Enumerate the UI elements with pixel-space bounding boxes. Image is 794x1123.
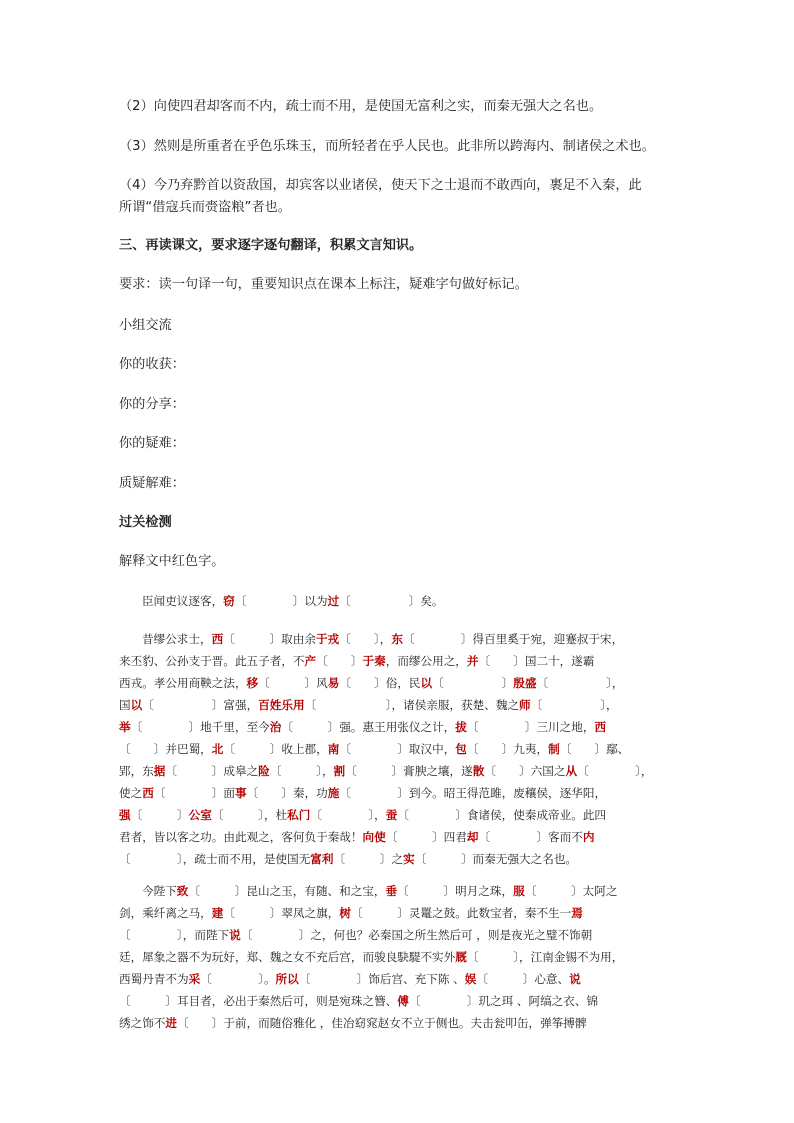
text-run: ，而缪公用之，	[385, 654, 467, 668]
text-run: 〔 〕玑之珥 、阿缟之衣、锦	[408, 994, 599, 1008]
text-run: 〔 〕膏腴之壤，遂	[345, 764, 473, 778]
exercise-line	[119, 968, 675, 990]
text-run: 〔 〕。	[200, 972, 276, 986]
red-word: 拔	[455, 720, 467, 734]
red-word: 散	[472, 764, 485, 778]
paragraph-4-line-2: 所谓“借寇兵而赍盗粮”者也。	[119, 200, 291, 215]
text-run: 〔 〕风	[258, 676, 328, 690]
paragraph-4-line-1: （4）今乃弃黔首以资敌国，却宾客以业诸侯，使天下之士退而不敢西向，裹足不入秦，此	[119, 178, 642, 193]
text-run: 剑，乘纤离之马，	[119, 906, 212, 920]
share-label: 你的分享：	[119, 397, 185, 412]
text-run: 〔 〕九夷，	[466, 742, 549, 756]
text-run: 国	[119, 698, 131, 712]
text-run: 〔 〕三川之地，	[466, 720, 595, 734]
paragraph-3: （3）然则是所重者在乎色乐珠玉，而所轻者在乎人民也。此非所以跨海内、制诸侯之术也。	[119, 139, 655, 154]
red-word: 实	[403, 852, 415, 866]
text-run: 〔 〕而秦无强大之名也。	[414, 852, 578, 866]
red-word: 私门	[287, 808, 311, 822]
text-run: 〔 〕之，何也？必秦国之所生然后可 ，则是夜光之璧不饰朝	[240, 928, 593, 942]
blank-bracket: 〔 〕以为	[234, 594, 328, 608]
text-run: 〔 〕	[130, 808, 189, 822]
text-run: 〔 〕灵鼍之鼓。此数宝者，秦不生一	[350, 906, 572, 920]
exercise-line	[119, 738, 675, 760]
text-run: 〔 〕富强，	[142, 698, 259, 712]
red-word: 事	[234, 786, 247, 800]
text-run: 〔 〕得百里奚于宛，迎蹇叔于宋，	[402, 632, 624, 646]
exercise-line	[119, 880, 675, 902]
red-word: 北	[211, 742, 224, 756]
red-word: 据	[153, 764, 166, 778]
red-word: 傅	[397, 994, 409, 1008]
harvest-label: 你的收获：	[119, 357, 185, 372]
red-word: 东	[391, 632, 403, 646]
text-run: 〔 〕，	[536, 676, 624, 690]
text-run: 〔 〕到今。昭王得范雎，废穰侯，逐华阳，	[339, 786, 607, 800]
red-word: 娱	[464, 972, 477, 986]
blank-bracket: 〔 〕矣。	[339, 594, 444, 608]
red-word: 焉	[571, 906, 583, 920]
text-run: 〔 〕饰后宫、充下陈 、	[298, 972, 465, 986]
red-word: 垂	[385, 884, 398, 898]
text-run: 〔 〕，	[269, 764, 334, 778]
exercise-paragraph-2	[119, 628, 675, 870]
text-run: 〔 〕翠凤之旗，	[223, 906, 340, 920]
text-run: 〔 〕明月之珠，	[397, 884, 514, 898]
exercise-line	[119, 650, 675, 672]
red-word: 举	[119, 720, 131, 734]
exercise-line	[119, 694, 675, 716]
red-word: 包	[455, 742, 467, 756]
red-word: 树	[339, 906, 351, 920]
red-word: 说	[569, 972, 581, 986]
exercise-line	[119, 804, 675, 826]
red-word: 制	[548, 742, 560, 756]
red-word: 从	[565, 764, 578, 778]
text-run: 〔 〕鄢、	[559, 742, 630, 756]
text-run: 臣闻吏议逐客，	[142, 594, 224, 608]
doubt-label: 你的疑难：	[119, 436, 185, 451]
exercise-line	[119, 848, 675, 870]
red-word: 公室	[188, 808, 212, 822]
red-word: 强	[119, 808, 131, 822]
text-run: 〔 〕	[432, 676, 514, 690]
red-word: 西	[142, 786, 154, 800]
text-run: 君者，皆以客之功。由此观之，客何负于秦哉！	[119, 830, 363, 844]
red-word: 所以	[275, 972, 299, 986]
red-word: 富利	[310, 852, 334, 866]
red-word: 以	[420, 676, 433, 690]
red-word: 于秦	[362, 654, 386, 668]
red-word: 百姓乐用	[258, 698, 305, 712]
text-run: 〔 〕取汉中，	[339, 742, 456, 756]
text-run: 〔 〕俗，民	[339, 676, 421, 690]
red-word: 却	[466, 830, 479, 844]
red-word: 师	[519, 698, 531, 712]
text-run: 〔 〕，	[310, 808, 386, 822]
text-run: 〔 〕，江南金锡不为用，	[466, 950, 624, 964]
section-3-heading: 三、再读课文，要求逐字逐句翻译，积累文言知识。	[119, 238, 423, 253]
red-word: 服	[513, 884, 525, 898]
exercise-line	[119, 672, 675, 694]
exercise-line	[119, 716, 675, 738]
text-run: 〔 〕太阿之	[524, 884, 618, 898]
exercise-line	[119, 902, 675, 924]
text-run: 来丕豹、公孙支于晋。此五子者，不	[119, 654, 305, 668]
text-run: 〔 〕六国之	[484, 764, 566, 778]
paragraph-2: （2）向使四君却客而不内，疏士而不用，是使国无富利之实，而秦无强大之名也。	[119, 99, 603, 114]
exercise-line	[119, 924, 675, 946]
text-run: 〔 〕，疏士而不用，是使国无	[119, 852, 311, 866]
text-run: 〔 〕并巴蜀，	[119, 742, 212, 756]
text-run: 〔 〕昆山之玉，有随、和之宝，	[188, 884, 386, 898]
exercise-line	[119, 628, 675, 650]
text-run: 〔 〕四君	[385, 830, 467, 844]
text-run: 西戎。孝公用商鞅之法，	[119, 676, 247, 690]
exercise-line	[119, 1012, 675, 1034]
text-run: 〔 〕收上郡，	[223, 742, 328, 756]
solve-label: 质疑解难：	[119, 476, 185, 491]
text-run: 〔 〕，杜	[211, 808, 288, 822]
text-run: 〔 〕，而陛下	[119, 928, 230, 942]
text-run: 〔 〕地千里，至今	[130, 720, 270, 734]
text-run: 〔 〕，	[530, 698, 618, 712]
instruction-text: 解释文中红色字。	[119, 554, 225, 569]
exercise-line	[119, 826, 675, 848]
red-word: 西	[211, 632, 224, 646]
text-run: 〔 〕强。惠王用张仪之计，	[281, 720, 456, 734]
red-word: 进	[165, 1016, 177, 1030]
text-run: 绣之饰不	[119, 1016, 166, 1030]
exercise-line	[119, 946, 675, 968]
red-word: 以	[130, 698, 143, 712]
exercise-line	[119, 590, 675, 612]
text-run: 〔 〕面	[153, 786, 235, 800]
red-word: 并	[466, 654, 479, 668]
text-run: 〔 〕取由余	[223, 632, 316, 646]
red-word: 殷盛	[513, 676, 537, 690]
text-run: 廷，犀象之器不为玩好，郑、魏之女不充后宫，而骏良駃騠不实外	[119, 950, 456, 964]
red-word: 说	[229, 928, 241, 942]
exercise-line	[119, 760, 675, 782]
red-word: 建	[211, 906, 224, 920]
requirement-text: 要求：读一句译一句，重要知识点在课本上标注，疑难字句做好标记。	[119, 277, 528, 292]
text-run: 〔 〕，诸侯亲服，获楚、魏之	[304, 698, 520, 712]
text-run: 〔 〕食诸侯，使秦成帝业。此四	[397, 808, 607, 822]
red-word: 向使	[362, 830, 386, 844]
text-run: 〔 〕之	[333, 852, 404, 866]
text-run: 郢，东	[119, 764, 154, 778]
text-run: 〔 〕于前，而随俗雅化 ，佳冶窈窕赵女不立于侧也。夫击瓮叩缶，弹筝搏髀	[177, 1016, 587, 1030]
exercise-line	[119, 782, 675, 804]
red-word: 窃	[223, 594, 235, 608]
red-word: 割	[333, 764, 346, 778]
red-word: 厩	[455, 950, 467, 964]
text-run: 今陛下	[142, 884, 177, 898]
text-run: 〔 〕，	[339, 632, 392, 646]
red-word: 内	[582, 830, 595, 844]
text-run: 〔 〕成皋之	[165, 764, 259, 778]
red-word: 于戎	[315, 632, 340, 646]
red-word: 产	[304, 654, 317, 668]
text-run: 〔 〕	[316, 654, 363, 668]
text-run: 西蜀丹青不为	[119, 972, 189, 986]
exercise-line	[119, 990, 675, 1012]
red-word: 致	[176, 884, 189, 898]
red-word: 易	[327, 676, 340, 690]
exercise-paragraph-3	[119, 880, 675, 1034]
checkpoint-heading: 过关检测	[119, 515, 172, 530]
text-run: 〔 〕秦，功	[246, 786, 328, 800]
text-run: 〔 〕客而不	[478, 830, 583, 844]
text-run: 〔 〕，	[577, 764, 653, 778]
red-word: 南	[327, 742, 340, 756]
text-run: 〔 〕国二十，遂霸	[478, 654, 595, 668]
group-exchange-label: 小组交流	[119, 318, 172, 333]
red-word: 险	[258, 764, 270, 778]
red-word: 蚕	[385, 808, 398, 822]
exercise-paragraph-1	[119, 590, 675, 612]
text-run: 〔 〕耳目者，必出于秦然后可，则是宛珠之簪、	[119, 994, 398, 1008]
red-word: 治	[269, 720, 282, 734]
text-run: 使之	[119, 786, 143, 800]
red-word: 过	[327, 594, 340, 608]
red-word: 西	[594, 720, 607, 734]
red-word: 移	[246, 676, 259, 690]
red-word: 施	[327, 786, 340, 800]
text-run: 〔 〕心意、	[476, 972, 570, 986]
text-run: 昔缪公求士，	[142, 632, 212, 646]
red-word: 采	[188, 972, 201, 986]
